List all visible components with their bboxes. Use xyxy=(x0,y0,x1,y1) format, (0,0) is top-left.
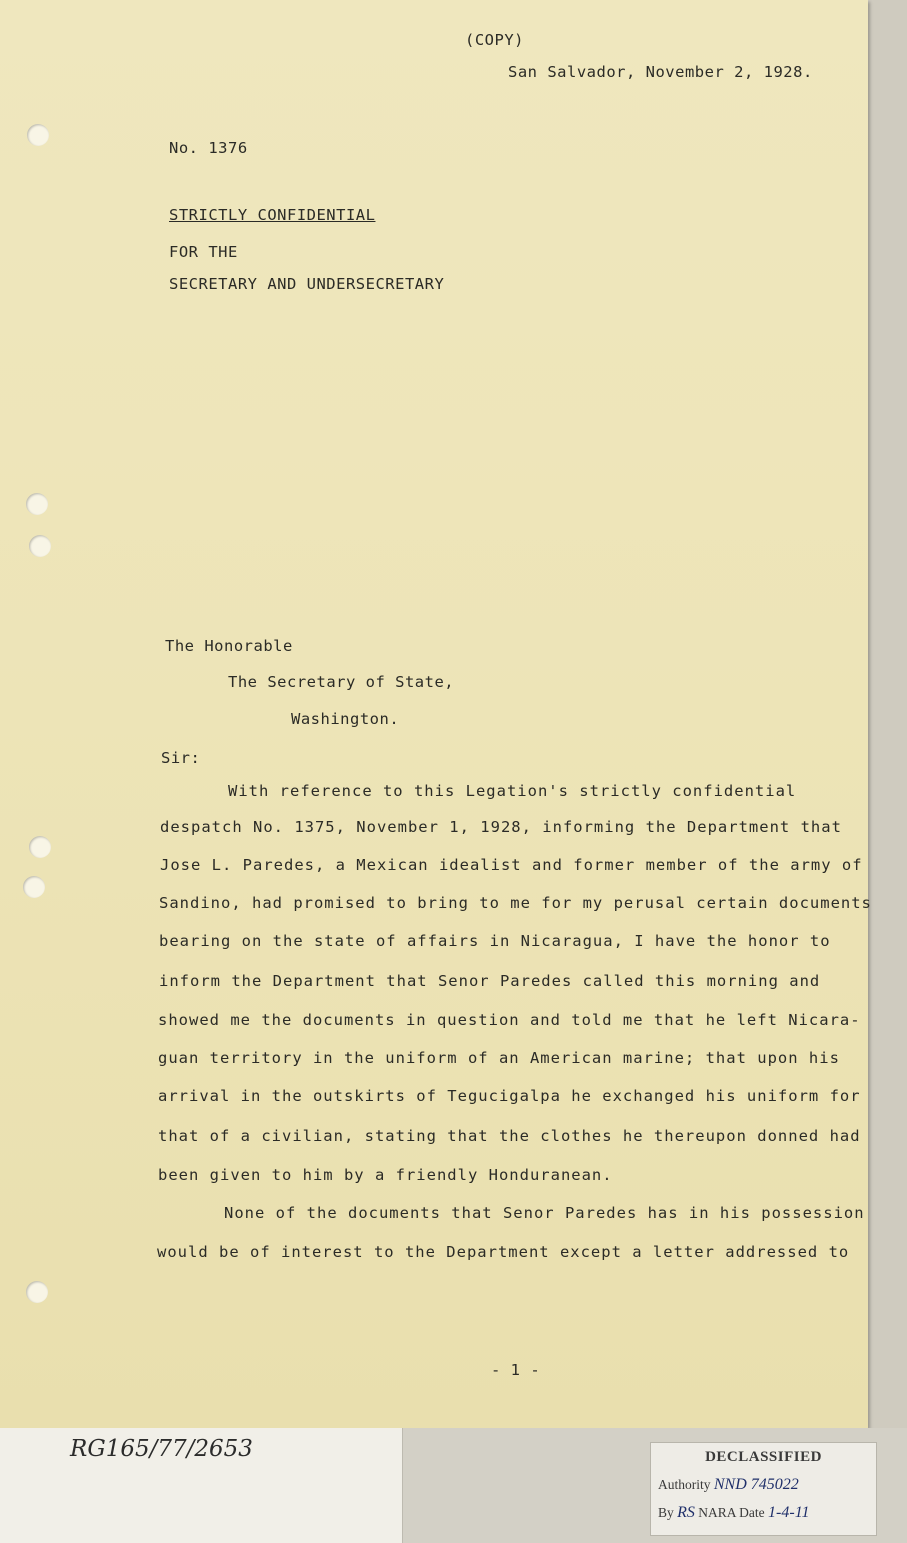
stamp-authority-row xyxy=(658,1476,799,1494)
body-line: arrival in the outskirts of Tegucigalpa he exchanged his uniform for xyxy=(158,1087,861,1105)
classification-strictly-confidential: STRICTLY CONFIDENTIAL xyxy=(169,206,376,224)
body-line: With reference to this Legation's strictly confidential xyxy=(228,782,797,800)
despatch-number: No. 1376 xyxy=(169,139,248,157)
page-number: - 1 - xyxy=(491,1361,541,1379)
address-line-2: The Secretary of State, xyxy=(228,673,455,691)
punch-hole xyxy=(26,493,48,515)
stamp-by-value: RS xyxy=(677,1504,695,1521)
stamp-nara-label: NARA Date xyxy=(698,1505,765,1520)
classification-for-the: FOR THE xyxy=(169,243,238,261)
body-line: would be of interest to the Department except a letter addressed to xyxy=(157,1243,850,1261)
punch-hole xyxy=(29,836,51,858)
body-line: Sandino, had promised to bring to me for my perusal certain documents xyxy=(159,894,872,912)
stamp-authority-label: Authority xyxy=(658,1477,711,1492)
salutation: Sir: xyxy=(161,749,201,767)
body-line: bearing on the state of affairs in Nicaragua, I have the honor to xyxy=(159,932,831,950)
stamp-by-label: By xyxy=(658,1505,674,1520)
copy-mark: (COPY) xyxy=(465,31,524,49)
stamp-date-value: 1-4-11 xyxy=(768,1504,810,1521)
stamp-by-row xyxy=(658,1504,810,1522)
archive-record-label: RG165/77/2653 xyxy=(70,1436,253,1462)
stamp-title: DECLASSIFIED xyxy=(705,1449,822,1465)
punch-hole xyxy=(26,1281,48,1303)
body-line: guan territory in the uniform of an American marine; that upon his xyxy=(158,1049,840,1067)
place-date: San Salvador, November 2, 1928. xyxy=(508,63,813,81)
page-edge-shadow xyxy=(862,0,907,1430)
body-line: None of the documents that Senor Paredes has in his possession xyxy=(224,1204,865,1222)
body-line: been given to him by a friendly Honduranean. xyxy=(158,1166,613,1184)
body-line: Jose L. Paredes, a Mexican idealist and former member of the army of xyxy=(160,856,863,874)
body-line: showed me the documents in question and told me that he left Nicara- xyxy=(158,1011,861,1029)
address-line-3: Washington. xyxy=(291,710,400,728)
stamp-authority-value: NND 745022 xyxy=(713,1476,799,1493)
body-line: despatch No. 1375, November 1, 1928, informing the Department that xyxy=(160,818,842,836)
punch-hole xyxy=(23,876,45,898)
declassified-stamp xyxy=(650,1442,877,1536)
address-line-1: The Honorable xyxy=(165,637,293,655)
punch-hole xyxy=(29,535,51,557)
punch-hole xyxy=(27,124,49,146)
classification-recipients: SECRETARY AND UNDERSECRETARY xyxy=(169,275,445,293)
body-line: that of a civilian, stating that the clothes he thereupon donned had xyxy=(158,1127,861,1145)
body-line: inform the Department that Senor Paredes called this morning and xyxy=(159,972,821,990)
